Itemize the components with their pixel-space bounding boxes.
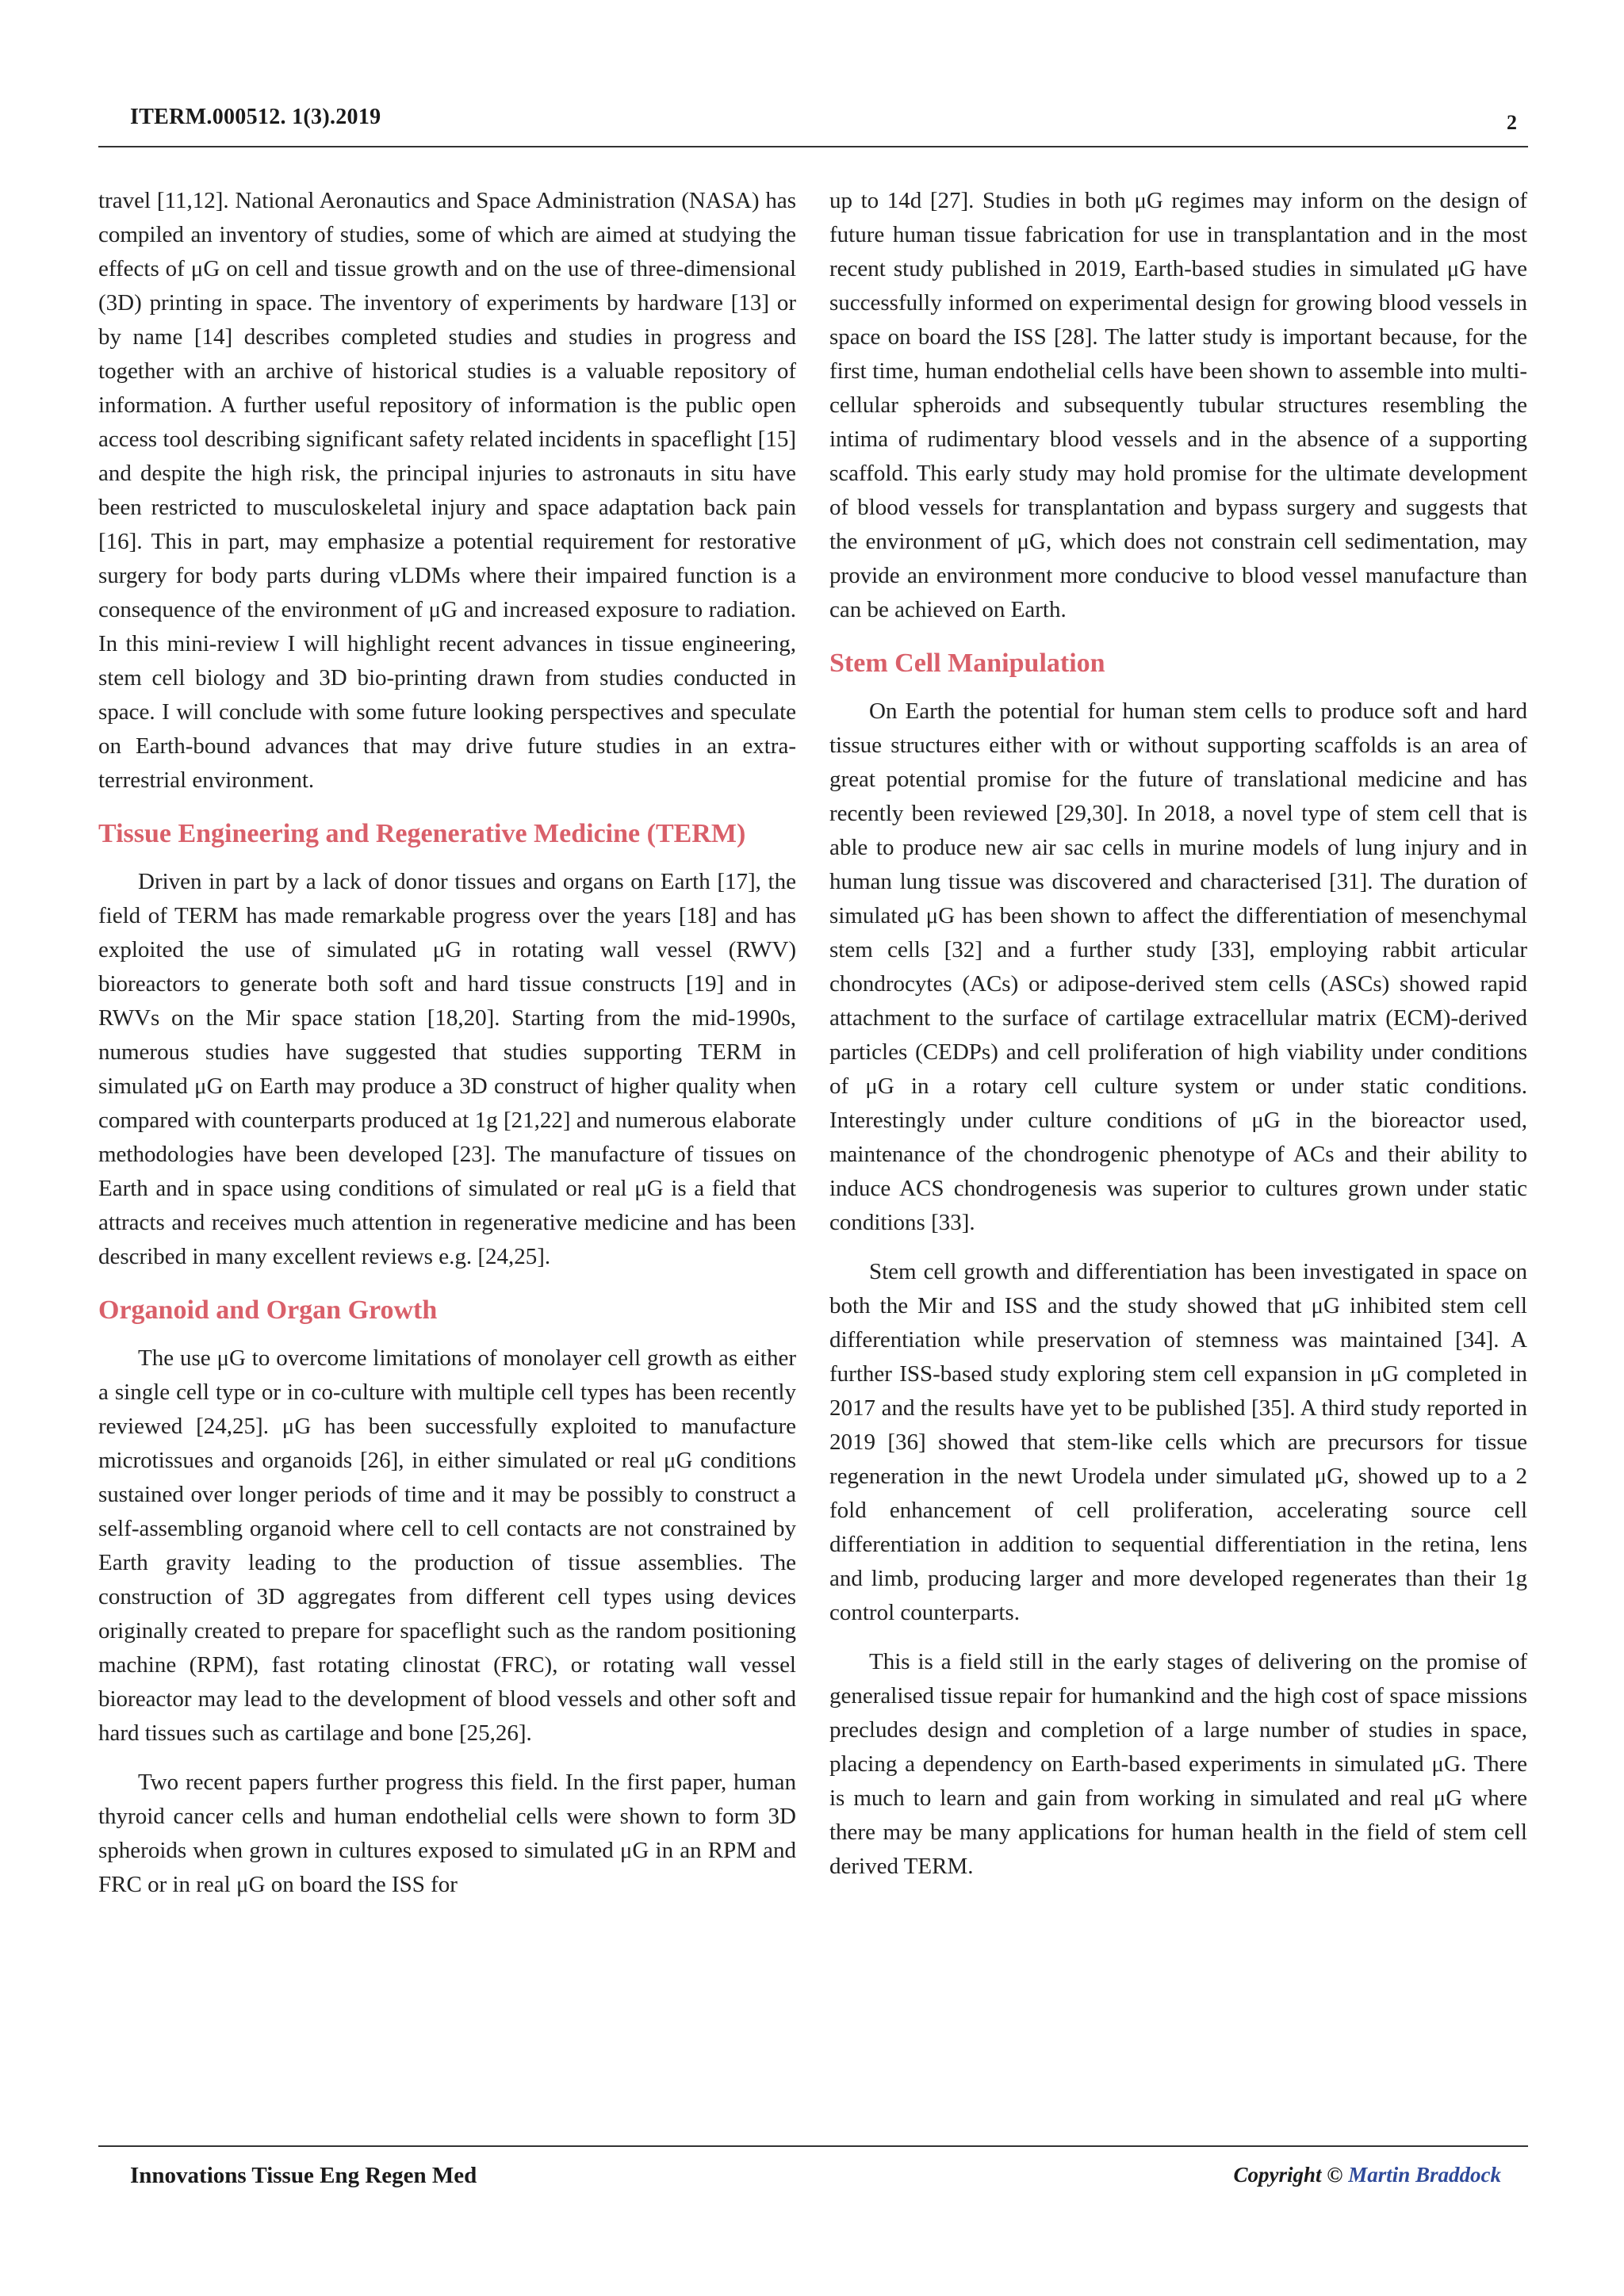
- left-column: [98, 184, 796, 1902]
- paragraph-organoid-2: Two recent papers further progress this field. In the first paper, human thyroid cancer cells and human endothelial cells were shown to form 3D spheroids when grown in cultures exposed to simulated μG in an RPM and FRC or in real μG on board the ISS for: [98, 1770, 796, 1897]
- paragraph-stem-cell-3: This is a field still in the early stages of delivering on the promise of generalised tissue repair for humankind and the high cost of space missions precludes design and completion of a large number of studies in space, placing a dependency on Earth-based experiments in simulated μG. There is much to learn and gain from working in simulated and real μG where there may be many applications for human health in the field of stem cell derived TERM.: [829, 1649, 1527, 1879]
- paragraph-organoid-1: The use μG to overcome limitations of monolayer cell growth as either a single cell type or in co-culture with multiple cell types has been recently reviewed [24,25]. μG has been successfully exploited to manufacture microtissues and organoids [26], in either simulated or real μG conditions sustained over longer periods of time and it may be possibly to construct a self-assembling organoid where cell to cell contacts are not constrained by Earth gravity leading to the production of tissue assemblies. The construction of 3D aggregates from different cell types using devices originally created to prepare for spaceflight such as the random positioning machine (RPM), fast rotating clinostat (FRC), or rotating wall vessel bioreactor may lead to the development of blood vessels and other soft and hard tissues such as cartilage and bone [25,26].: [98, 1345, 796, 1746]
- page-header: [98, 101, 1528, 147]
- journal-name: Innovations Tissue Eng Regen Med: [130, 2163, 477, 2188]
- right-column: [829, 184, 1527, 1884]
- author-link[interactable]: Martin Braddock: [1348, 2163, 1501, 2187]
- page-number: 2: [1507, 111, 1517, 134]
- paragraph-term: Driven in part by a lack of donor tissues and organs on Earth [17], the field of TERM has made remarkable progress over the years [18] and has exploited the use of simulated μG in rotating wall vessel (RWV) bioreactors to generate both soft and hard tissue constructs [19] and in RWVs on the Mir space station [18,20]. Starting from the mid-1990s, numerous studies have suggested that studies supporting TERM in simulated μG on Earth may produce a 3D construct of higher quality when compared with counterparts produced at 1g [21,22] and numerous elaborate methodologies have been developed [23]. The manufacture of tissues on Earth and in space using conditions of simulated or real μG is a field that attracts and receives much attention in regenerative medicine and has been described in many excellent reviews e.g. [24,25].: [98, 869, 796, 1269]
- paragraph-intro-continued: travel [11,12]. National Aeronautics and Space Administration (NASA) has compiled an inventory of studies, some of which are aimed at studying the effects of μG on cell and tissue growth and on the use of three-dimensional (3D) printing in space. The inventory of experiments by hardware [13] or by name [14] describes completed studies and studies in progress and together with an archive of historical studies is a valuable repository of information. A further useful repository of information is the public open access tool describing significant safety related incidents in spaceflight [15] and despite the high risk, the principal injuries to astronauts in situ have been restricted to musculoskeletal injury and space adaptation back pain [16]. This in part, may emphasize a potential requirement for restorative surgery for body parts during vLDMs where their impaired function is a consequence of the environment of μG and increased exposure to radiation. In this mini-review I will highlight recent advances in tissue engineering, stem cell biology and 3D bio-printing drawn from studies conducted in space. I will conclude with some future looking perspectives and speculate on Earth-bound advances that may drive future studies in an extra-terrestrial environment.: [98, 188, 796, 793]
- paragraph-organoid-continued: up to 14d [27]. Studies in both μG regimes may inform on the design of future human tissue fabrication for use in transplantation and in the most recent study published in 2019, Earth-based studies in simulated μG have successfully informed on experimental design for growing blood vessels in space on board the ISS [28]. The latter study is important because, for the first time, human endothelial cells have been shown to assemble into multi-cellular spheroids and subsequently tubular structures resembling the intima of rudimentary blood vessels and in the absence of a supporting scaffold. This early study may hold promise for the ultimate development of blood vessels for transplantation and bypass surgery and suggests that the environment of μG, which does not constrain cell sedimentation, may provide an environment more conducive to blood vessel manufacture than can be achieved on Earth.: [829, 188, 1527, 622]
- paragraph-stem-cell-2: Stem cell growth and differentiation has been investigated in space on both the Mir and ISS and the study showed that μG inhibited stem cell differentiation while preservation of stemness was maintained [34]. A further ISS-based study exploring stem cell expansion in μG completed in 2017 and the results have yet to be published [35]. A third study reported in 2019 [36] showed that stem-like cells which are precursors for tissue regeneration in the newt Urodela under simulated μG, showed up to a 2 fold enhancement of cell proliferation, accelerating source cell differentiation in addition to sequential differentiation in the retina, lens and limb, producing larger and more developed regenerates than their 1g control counterparts.: [829, 1259, 1527, 1625]
- copyright-prefix: Copyright ©: [1233, 2163, 1343, 2187]
- paragraph-stem-cell-1: On Earth the potential for human stem cells to produce soft and hard tissue structures either with or without supporting scaffolds is an area of great potential promise for the future of translational medicine and has recently been reviewed [29,30]. In 2018, a novel type of stem cell that is able to produce new air sac cells in murine models of lung injury and in human lung tissue was discovered and characterised [31]. The duration of simulated μG has been shown to affect the differentiation of mesenchymal stem cells [32] and a further study [33], employing rabbit articular chondrocytes (ACs) or adipose-derived stem cells (ASCs) showed rapid attachment to the surface of cartilage extracellular matrix (ECM)-derived particles (CEDPs) and cell proliferation of high viability under conditions of μG in a rotary cell culture system or under static conditions. Interestingly under culture conditions of μG in the bioreactor used, maintenance of the chondrogenic phenotype of ACs and their ability to induce ACS chondrogenesis was superior to cultures grown under static conditions [33].: [829, 698, 1527, 1235]
- journal-id: ITERM.000512. 1(3).2019: [130, 105, 381, 129]
- section-heading-stem-cell: Stem Cell Manipulation: [829, 649, 1105, 678]
- section-heading-organoid: Organoid and Organ Growth: [98, 1295, 438, 1325]
- copyright-notice: [1234, 2163, 1502, 2187]
- page-footer: [98, 2145, 1528, 2202]
- section-heading-term: Tissue Engineering and Regenerative Medicine (TERM): [98, 819, 746, 848]
